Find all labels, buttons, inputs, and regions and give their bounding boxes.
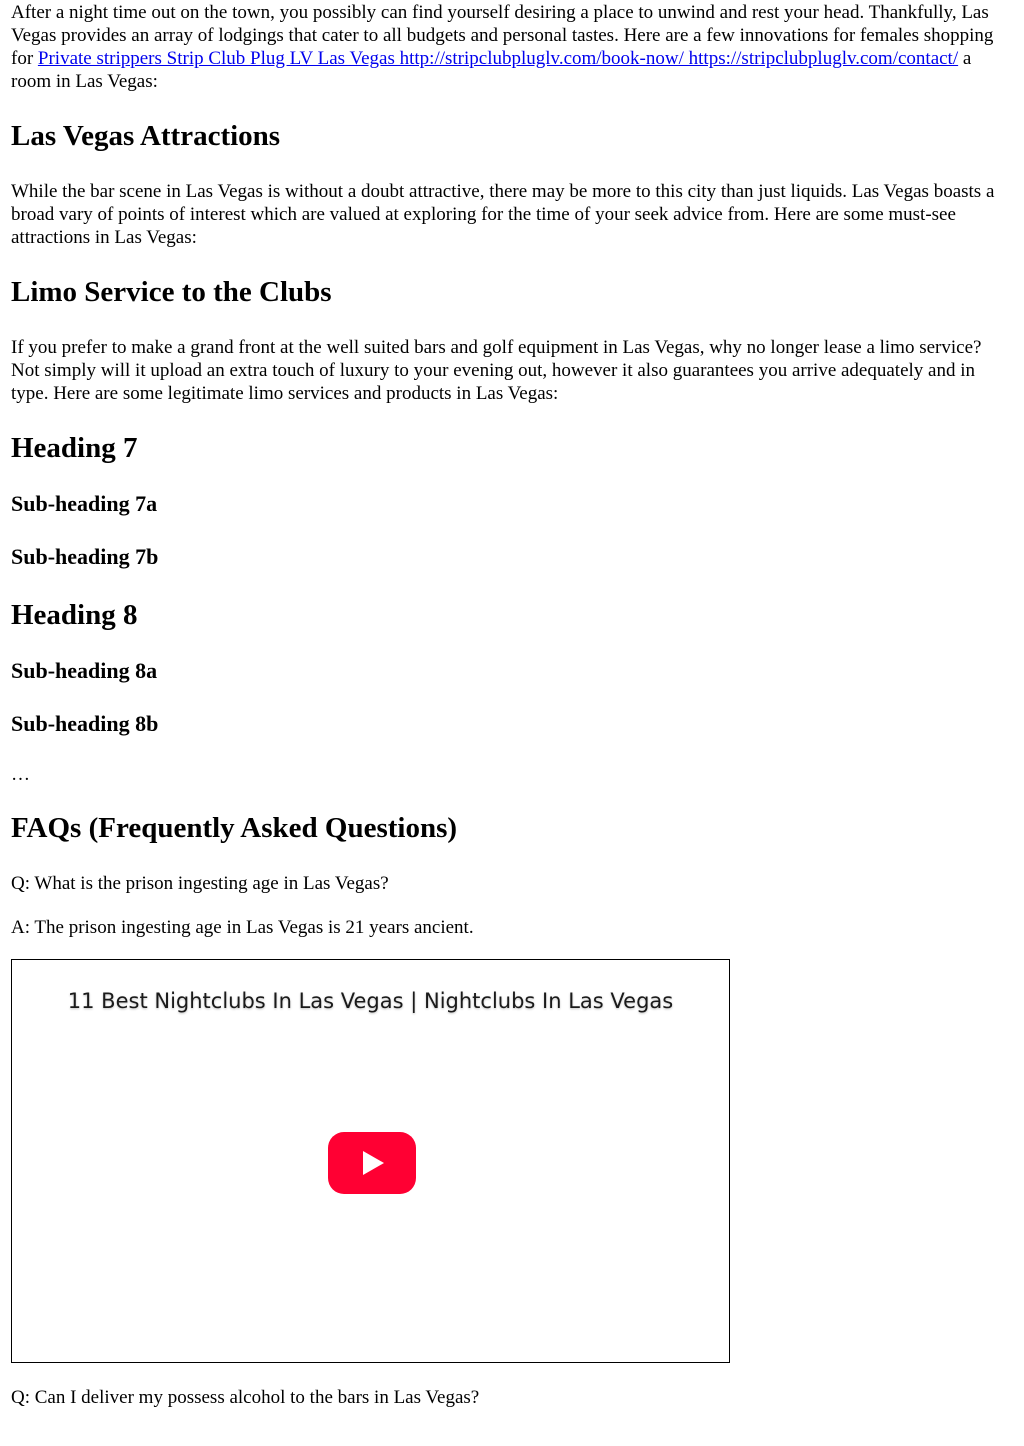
paragraph-attractions: While the bar scene in Las Vegas is without a doubt attractive, there may be more to this city than just liquids. Las Vegas boasts a broad vary of points of interest which are valued at exploring for the time of your seek advice from. Here are some must-see attractions in Las Vegas: xyxy=(11,181,995,248)
play-triangle-icon xyxy=(328,1132,416,1194)
faq-question-2: Q: Can I deliver my possess alcohol to the bars in Las Vegas? xyxy=(11,1387,480,1408)
affiliate-link[interactable]: Private strippers Strip Club Plug LV Las Vegas http://stripclubpluglv.com/book-now/ https://stripclubpluglv.com/contact/ xyxy=(37,48,959,69)
heading-faq: FAQs (Frequently Asked Questions) xyxy=(11,812,458,844)
intro-text-before: After a night time out on the town, you possibly can find yourself desiring a place to unwind and rest your head. Thankfully, Las Vegas provides an array of lodgings that cater to all budgets and personal tastes. Here are a few innovations for females shopping for xyxy=(11,2,994,69)
intro-text-after: a room in Las Vegas: xyxy=(11,48,972,92)
heading-attractions: Las Vegas Attractions xyxy=(11,120,281,152)
heading-7: Heading 7 xyxy=(11,432,138,464)
subheading-8a: Sub-heading 8a xyxy=(11,658,158,683)
video-embed[interactable] xyxy=(11,959,730,1363)
paragraph-limo-service: If you prefer to make a grand front at the well suited bars and golf equipment in Las Vegas, why no longer lease a limo service? Not simply will it upload an extra touch of luxury to your evening out, however it also guarantees you arrive adequately and in type. Here are some legitimate limo services and products in Las Vegas: xyxy=(11,337,982,404)
heading-limo-service: Limo Service to the Clubs xyxy=(11,276,332,308)
subheading-8b: Sub-heading 8b xyxy=(11,711,159,736)
subheading-7b: Sub-heading 7b xyxy=(11,544,159,569)
ellipsis-text: … xyxy=(11,764,30,785)
faq-answer-1: A: The prison ingesting age in Las Vegas is 21 years ancient. xyxy=(11,917,474,938)
heading-8: Heading 8 xyxy=(11,599,138,631)
intro-paragraph xyxy=(11,1,1011,93)
subheading-7a: Sub-heading 7a xyxy=(11,491,158,516)
youtube-play-icon[interactable] xyxy=(328,1132,416,1194)
video-title[interactable]: 11 Best Nightclubs In Las Vegas | Nightclubs In Las Vegas xyxy=(67,989,674,1013)
faq-question-1: Q: What is the prison ingesting age in Las Vegas? xyxy=(11,873,389,894)
